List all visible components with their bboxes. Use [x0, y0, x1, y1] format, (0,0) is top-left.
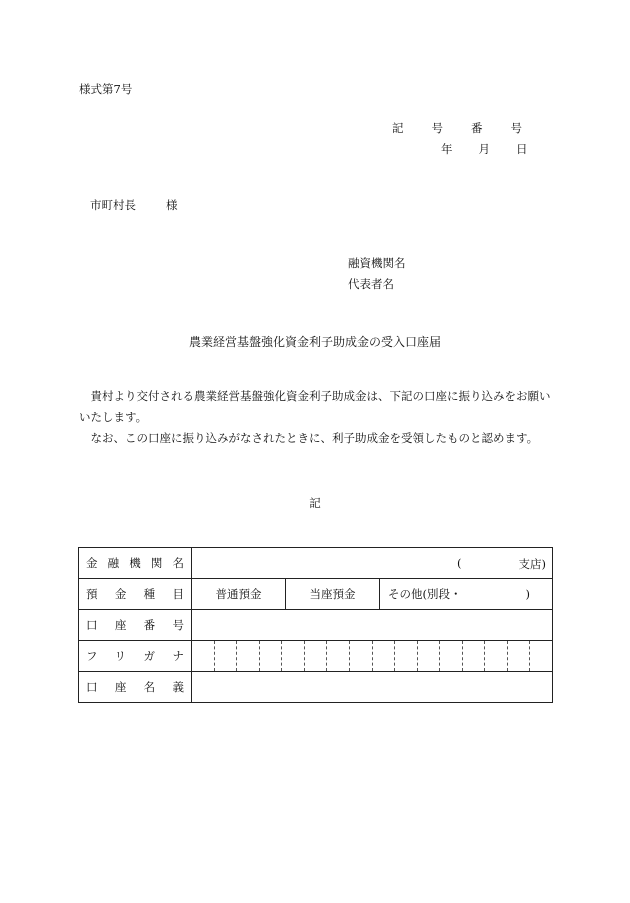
branch-label: 支店): [518, 557, 546, 571]
deposit-option-current[interactable]: 当座預金: [286, 579, 380, 609]
representative-label: 代表者名: [348, 277, 394, 291]
addressee-title: 市町村長: [90, 198, 136, 212]
date-day: 日: [516, 142, 528, 156]
account-table: [78, 547, 553, 703]
deposit-option-other[interactable]: [380, 579, 530, 609]
account-number-cell[interactable]: [192, 610, 553, 641]
table-row: [79, 641, 553, 672]
deposit-type-label: 預金種目: [79, 579, 192, 610]
date-month: 月: [478, 142, 490, 156]
furigana-cell[interactable]: [192, 641, 553, 672]
furigana-grid: [192, 641, 552, 671]
account-name-cell[interactable]: [192, 672, 553, 703]
furigana-label: フリガナ: [79, 641, 192, 672]
body-paragraph-2: なお、この口座に振り込みがなされたときに、利子助成金を受領したものと認めます。: [90, 431, 539, 445]
bank-paren: (: [457, 556, 462, 570]
document-title: 農業経営基盤強化資金利子助成金の受入口座届: [188, 335, 441, 349]
table-row: [79, 610, 553, 641]
bank-label: 金融機関名: [79, 548, 192, 579]
account-name-label: 口座名義: [79, 672, 192, 703]
deposit-type-cell: [192, 579, 553, 610]
table-row: [79, 672, 553, 703]
addressee: [90, 197, 178, 213]
ref-go2: 号: [510, 121, 522, 135]
deposit-option-other-close: ): [525, 587, 530, 601]
table-row: [79, 548, 553, 579]
deposit-option-other-label: その他(別段・: [388, 587, 462, 601]
date-year: 年: [441, 142, 453, 156]
ref-go: 号: [431, 121, 443, 135]
table-row: [79, 579, 553, 610]
body-paragraph-1: 貴村より交付される農業経営基盤強化資金利子助成金は、下記の口座に振り込みをお願いいたします。: [79, 389, 551, 424]
body-text: [79, 386, 553, 449]
deposit-option-ordinary[interactable]: 普通預金: [192, 579, 286, 609]
date-line: [441, 141, 528, 157]
ki-heading: 記: [309, 496, 321, 510]
ref-ki: 記: [392, 121, 404, 135]
bank-name-label: 融資機関名: [348, 256, 406, 270]
bank-input-cell[interactable]: [192, 548, 553, 579]
addressee-honorific: 様: [166, 198, 178, 212]
account-number-label: 口座番号: [79, 610, 192, 641]
form-number: 様式第7号: [79, 82, 133, 96]
reference-number-line: [392, 120, 522, 136]
ref-ban: 番: [471, 121, 483, 135]
